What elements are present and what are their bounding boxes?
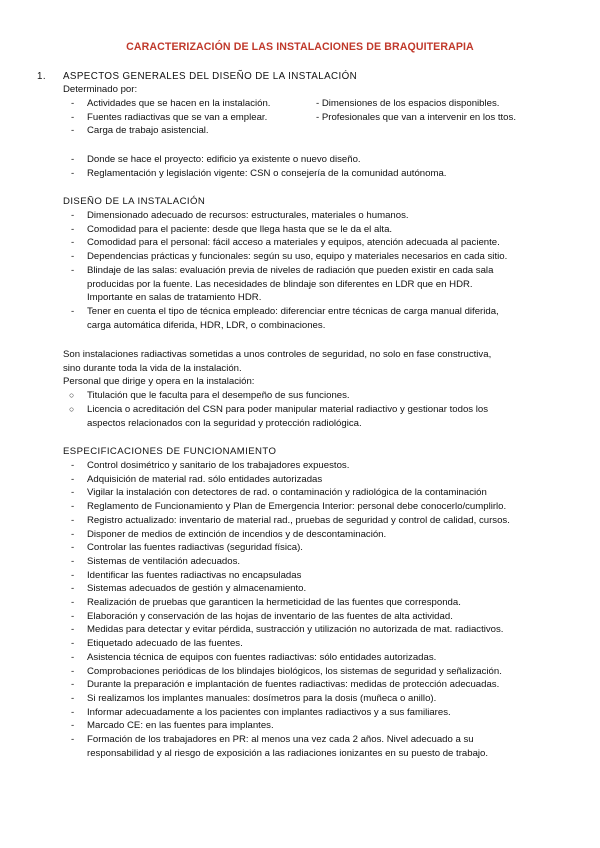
personal-text: Personal que dirige y opera en la instalación: (63, 376, 255, 388)
list-item: Controlar las fuentes radiactivas (seguridad física). (87, 542, 303, 554)
bullet-dash: - (71, 720, 75, 732)
section-1-heading (37, 71, 357, 82)
bullet-dash: - (71, 542, 75, 554)
list-item: Disponer de medios de extinción de incendios y de descontaminación. (87, 528, 387, 540)
bullet-dash: - (71, 125, 75, 137)
list-item: Durante la preparación e implantación de fuentes radiactivas: medidas de protección adecuadas. (87, 679, 500, 691)
bullet-dash: - (71, 111, 75, 123)
list-item: Comodidad para el paciente: desde que llega hasta que se le da el alta. (87, 223, 393, 235)
list-item-right: - Profesionales que van a intervenir en los ttos. (316, 111, 516, 123)
list-item: Dependencias prácticas y funcionales: según su uso, equipo y materiales necesarios en cada sitio. (87, 251, 508, 263)
list-item: aspectos relacionados con la seguridad y protección radiológica. (87, 417, 362, 429)
bullet-dash: - (71, 167, 75, 179)
bullet-dash: - (71, 555, 75, 567)
list-item-right: - Dimensiones de los espacios disponibles. (316, 98, 500, 109)
list-item: Tener en cuenta el tipo de técnica empleado: diferenciar entre técnicas de carga manual diferida, (87, 305, 499, 317)
bullet-dash: - (71, 706, 75, 718)
bullet-dash: - (71, 223, 75, 235)
list-item: carga automática diferida, HDR, LDR, o combinaciones. (87, 319, 326, 331)
bullet-dash: - (71, 528, 75, 540)
bullet-circle: ○ (69, 403, 75, 414)
intro-text: Determinado por: (63, 84, 138, 95)
bullet-dash: - (71, 569, 75, 581)
bullet-dash: - (71, 473, 75, 485)
list-item: Marcado CE: en las fuentes para implantes. (87, 720, 274, 732)
bullet-dash: - (71, 638, 75, 650)
list-item: producidas por la fuente. Las necesidades de blindaje son diferentes en LDR que en HDR. (87, 278, 473, 290)
bullet-dash: - (71, 264, 75, 276)
list-item: Registro actualizado: inventario de material rad., pruebas de seguridad y control de calidad, cursos. (87, 514, 510, 526)
bullet-dash: - (71, 514, 75, 526)
paragraph-text: sino durante toda la vida de la instalación. (63, 362, 242, 374)
design-heading: DISEÑO DE LA INSTALACIÓN (63, 196, 206, 207)
paragraph-text: Son instalaciones radiactivas sometidas a unos controles de seguridad, no solo en fase constructiva, (63, 349, 492, 360)
list-item: Actividades que se hacen en la instalación. (87, 98, 271, 109)
list-item: Donde se hace el proyecto: edificio ya existente o nuevo diseño. (87, 154, 361, 165)
list-item: Sistemas adecuados de gestión y almacenamiento. (87, 583, 307, 595)
list-item: Reglamentación y legislación vigente: CSN o consejería de la comunidad autónoma. (87, 167, 447, 179)
bullet-dash: - (71, 237, 75, 249)
list-item: Formación de los trabajadores en PR: al menos una vez cada 2 años. Nivel adecuado a su (87, 734, 474, 745)
list-item: Reglamento de Funcionamiento y Plan de Emergencia Interior: personal debe conocerlo/cumplirlo. (87, 501, 507, 513)
bullet-dash: - (71, 251, 75, 263)
bullet-dash: - (71, 98, 75, 109)
list-item: Realización de pruebas que garanticen la hermeticidad de las fuentes que corresponda. (87, 597, 461, 608)
list-item: Sistemas de ventilación adecuados. (87, 555, 241, 567)
list-item: Comodidad para el personal: fácil acceso a materiales y equipos, atención adecuada al paciente. (87, 237, 500, 249)
bullet-dash: - (71, 583, 75, 595)
bullet-dash: - (71, 651, 75, 663)
list-item: Titulación que le faculta para el desempeño de sus funciones. (87, 390, 350, 402)
bullet-dash: - (71, 692, 75, 704)
bullet-dash: - (71, 460, 75, 471)
list-item: Dimensionado adecuado de recursos: estructurales, materiales o humanos. (87, 210, 409, 221)
list-item: Medidas para detectar y evitar pérdida, sustracción y utilización no autorizada de mat. radiactivos. (87, 624, 504, 636)
list-item: Control dosimétrico y sanitario de los trabajadores expuestos. (87, 460, 350, 471)
bullet-dash: - (71, 501, 75, 513)
bullet-dash: - (71, 154, 75, 165)
list-item: Licencia o acreditación del CSN para poder manipular material radiactivo y gestionar todos los (87, 403, 489, 415)
bullet-dash: - (71, 210, 75, 221)
bullet-dash: - (71, 624, 75, 636)
bullet-dash: - (71, 610, 75, 622)
list-item: Si realizamos los implantes manuales: dosímetros para la dosis (muñeca o anillo). (87, 692, 437, 704)
bullet-dash: - (71, 679, 75, 691)
list-item: Blindaje de las salas: evaluación previa de niveles de radiación que pueden existir en cada sala (87, 264, 494, 276)
list-item: Comprobaciones periódicas de los blindajes biológicos, los sistemas de seguridad y señalización. (87, 665, 502, 677)
list-item: Vigilar la instalación con detectores de rad. o contaminación y radiológica de la contaminación (87, 487, 487, 499)
bullet-dash: - (71, 734, 75, 745)
list-item: responsabilidad y al riesgo de exposición a las radiaciones ionizantes en su puesto de trabajo. (87, 747, 489, 759)
list-item: Adquisición de material rad. sólo entidades autorizadas (87, 473, 323, 485)
list-item: Informar adecuadamente a los pacientes con implantes radiactivos y a sus familiares. (87, 706, 451, 718)
specs-heading: ESPECIFICACIONES DE FUNCIONAMIENTO (63, 446, 277, 457)
bullet-dash: - (71, 305, 75, 317)
bullet-circle: ○ (69, 390, 75, 401)
list-item: Etiquetado adecuado de las fuentes. (87, 638, 243, 650)
section-number: 1. (37, 71, 46, 82)
list-item: Carga de trabajo asistencial. (87, 125, 209, 137)
list-item: Elaboración y conservación de las hojas de inventario de las fuentes de alta actividad. (87, 610, 453, 622)
list-item: Importante en salas de tratamiento HDR. (87, 292, 262, 304)
list-item: Asistencia técnica de equipos con fuentes radiactivas: sólo entidades autorizadas. (87, 651, 437, 663)
section-title: ASPECTOS GENERALES DEL DISEÑO DE LA INSTALACIÓN (63, 71, 358, 82)
bullet-dash: - (71, 487, 75, 499)
bullet-dash: - (71, 665, 75, 677)
list-item: Identificar las fuentes radiactivas no encapsuladas (87, 569, 302, 581)
list-item: Fuentes radiactivas que se van a emplear. (87, 111, 268, 123)
bullet-dash: - (71, 597, 75, 608)
document-title: CARACTERIZACIÓN DE LAS INSTALACIONES DE BRAQUITERAPIA (126, 41, 474, 53)
